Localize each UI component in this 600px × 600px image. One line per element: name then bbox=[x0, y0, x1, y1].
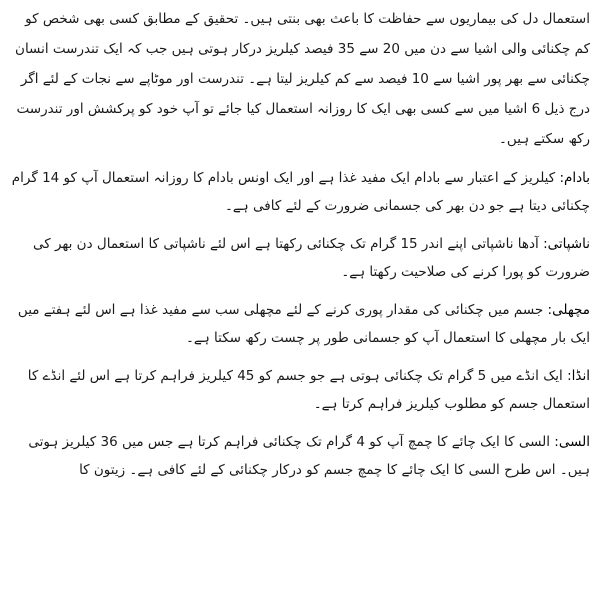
egg-text: ایک انڈے میں 5 گرام تک چکنائی ہوتی ہے جو جسم کو 45 کیلریز فراہم کرتا ہے اس لئے انڈے کا استعمال جسم کو مطلوب کیلریز فراہم کرتا ہے۔ bbox=[27, 368, 590, 412]
fish-heading: مچھلی: bbox=[547, 302, 590, 318]
paragraph-pear bbox=[10, 230, 590, 286]
paragraph-flaxseed bbox=[10, 428, 590, 484]
paragraph-egg bbox=[10, 362, 590, 418]
flaxseed-heading: السی: bbox=[554, 434, 590, 450]
egg-heading: انڈا: bbox=[567, 368, 590, 384]
fish-text: جسم میں چکنائی کی مقدار پوری کرنے کے لئے مچھلی سب سے مفید غذا ہے اس لئے ہفتے میں ایک بار مچھلی کا استعمال آپ کو جسمانی طور پر چست رکھ سکتا ہے۔ bbox=[17, 302, 590, 346]
paragraph-fish bbox=[10, 296, 590, 352]
flaxseed-text: السی کا ایک چائے کا چمچ آپ کو 4 گرام تک چکنائی فراہم کرتا ہے جس میں 36 کیلریز ہوتی ہیں۔ اس طرح السی کا ایک چائے کا چمچ جسم کو درکار چکنائی کے لئے کافی ہے۔ زیتون کا bbox=[28, 434, 590, 478]
intro-paragraph bbox=[10, 4, 590, 154]
pear-text: آدھا ناشپاتی اپنے اندر 15 گرام تک چکنائی رکھتا ہے اس لئے ناشپاتی کا استعمال دن بھر کی ضرورت کو پورا کرنے کی صلاحیت رکھتا ہے۔ bbox=[32, 236, 590, 280]
pear-heading: ناشپاتی: bbox=[543, 236, 590, 252]
almond-text: کیلریز کے اعتبار سے بادام ایک مفید غذا ہے اور ایک اونس بادام کا روزانہ استعمال آپ کو 14 گرام چکنائی دیتا ہے جو دن بھر کی جسمانی ضرورت کے لئے کافی ہے۔ bbox=[11, 170, 590, 214]
almond-heading: بادام: bbox=[559, 170, 590, 186]
intro-text: استعمال دل کی بیماریوں سے حفاظت کا باعث بھی بنتی ہیں۔ تحقیق کے مطابق کسی بھی شخص کو کم چکنائی والی اشیا سے دن میں 20 سے 35 فیصد کیلریز درکار ہوتی ہیں جب کہ ایک تندرست انسان چکنائی سے بھر پور اشیا سے 10 فیصد سے کم کیلریز لیتا ہے۔ تندرست اور موٹاپے سے نجات کے لئے اگر درج ذیل 6 اشیا میں سے کسی بھی ایک کا روزانہ استعمال کیا جائے تو آپ خود کو پرکشش اور تندرست رکھ سکتے ہیں۔ bbox=[15, 11, 590, 147]
paragraph-almond bbox=[10, 164, 590, 220]
